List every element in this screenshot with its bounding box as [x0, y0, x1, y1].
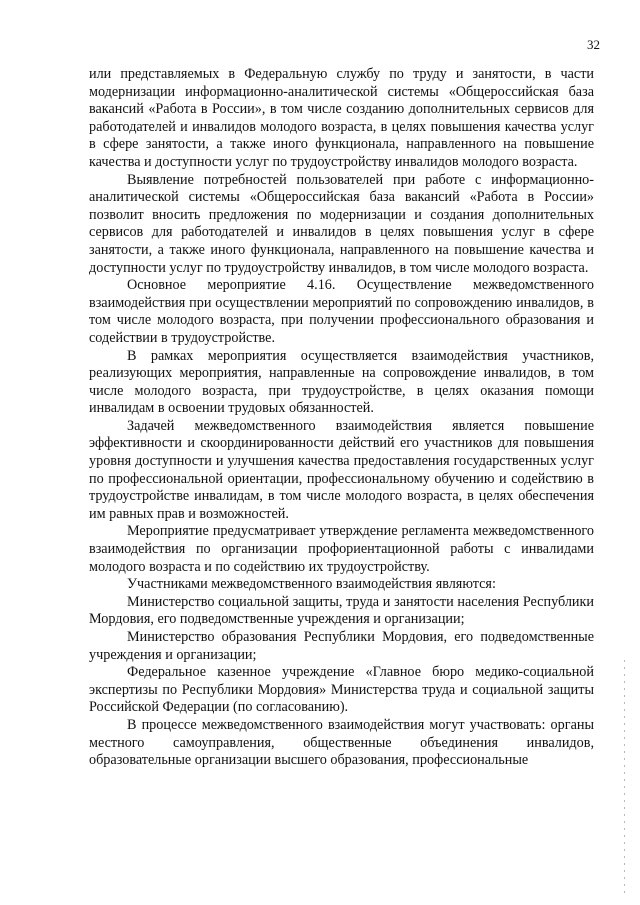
paragraph: В процессе межведомственного взаимодействия могут участвовать: органы местного самоуправления, общественные объединения инвалидов, образовательные организации высшего образования, профессиональные [89, 716, 594, 769]
paragraph: Федеральное казенное учреждение «Главное бюро медико-социальной экспертизы по Республики Мордовия» Министерства труда и социальной защиты Российской Федерации (по согласованию). [89, 664, 594, 716]
paragraph: Основное мероприятие 4.16. Осуществление межведомственного взаимодействия при осуществлении мероприятий по сопровождению инвалидов, в том числе молодого возраста, при получении профессионального образования и содействии в трудоустройстве. [89, 277, 594, 346]
paragraph: Министерство социальной защиты, труда и занятости населения Республики Мордовия, его подведомственные учреждения и организации; [89, 593, 594, 628]
paragraph: Участниками межведомственного взаимодействия являются: [127, 576, 496, 593]
page-number: 32 [587, 37, 600, 52]
paragraph: Выявление потребностей пользователей при работе с информационно-аналитической системы «Общероссийская база вакансий «Работа в России» позволит вносить предложения по модернизации и создания дополнительных сервисов для работодателей и инвалидов в целях повышения услуг в сфере занятости, а также иного функционала, направленного на повышение качества и доступности услуг по трудоустройству инвалидов, в том числе молодого возраста. [89, 171, 594, 276]
scan-margin-marks [624, 660, 625, 895]
paragraph: или представляемых в Федеральную службу по труду и занятости, в части модернизации информационно-аналитической системы «Общероссийская база вакансий «Работа в России», в том числе созданию дополнительных сервисов для работодателей и инвалидов молодого возраста, в целях повышения качества услуг в сфере занятости, а также иного функционала, направленного на повышение качества и доступности услуг по трудоустройству инвалидов молодого возраста. [89, 66, 594, 170]
paragraph: Министерство образования Республики Мордовия, его подведомственные учреждения и организации; [89, 629, 594, 663]
paragraph: В рамках мероприятия осуществляется взаимодействия участников, реализующих мероприятия, направленные на сопровождение инвалидов, в том числе молодого возраста, при трудоустройстве, в целях оказания помощи инвалидам в освоении трудовых обязанностей. [89, 347, 594, 417]
document-body [89, 66, 594, 770]
paragraph: Задачей межведомственного взаимодействия является повышение эффективности и скоординированности действий его участников для повышения уровня доступности и улучшения качества предоставления государственных услуг по профессиональной ориентации, профессиональному обучению и содействию в трудоустройстве инвалидам, в том числе молодого возраста, в целях обеспечения им равных прав и возможностей. [89, 417, 594, 522]
paragraph: Мероприятие предусматривает утверждение регламента межведомственного взаимодействия по организации профориентационной работы с инвалидами молодого возраста и по содействию их трудоустройству. [89, 523, 594, 575]
